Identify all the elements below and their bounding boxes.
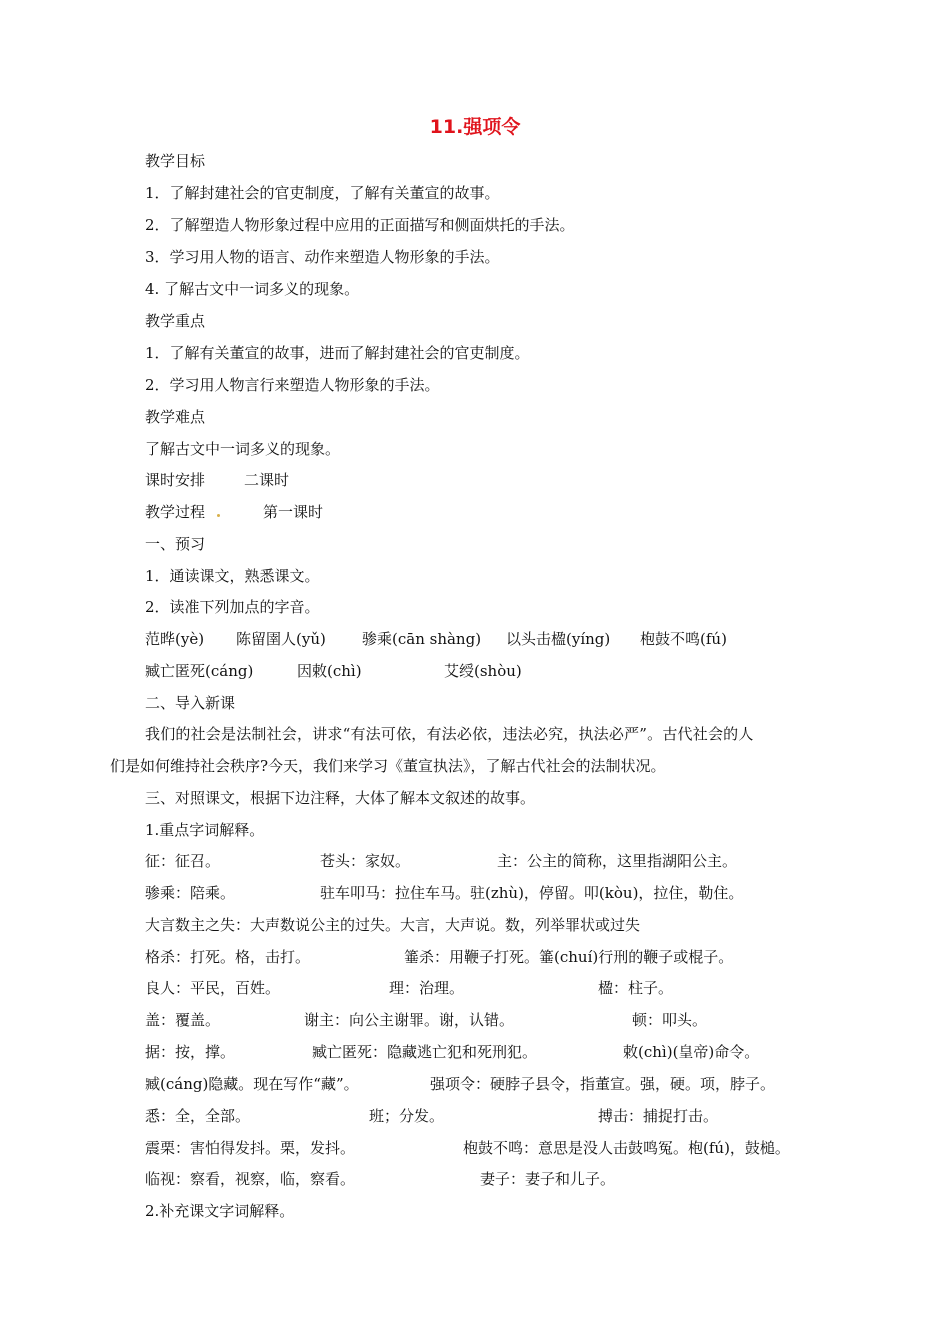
vocab-entry: 枹鼓不鸣：意思是没人击鼓鸣冤。枹(fú)，鼓槌。 xyxy=(463,1139,790,1157)
vocab-heading: 1.重点字词解释。 xyxy=(145,821,265,839)
document-title: 11.强项令 xyxy=(429,116,521,138)
vocab-entry: 搏击：捕捉打击。 xyxy=(598,1107,719,1125)
objectives-heading: 教学目标 xyxy=(145,152,206,170)
vocab-entry: 震栗：害怕得发抖。栗，发抖。 xyxy=(145,1139,356,1157)
pronunciation-item: 范晔(yè) xyxy=(145,630,205,648)
intro-paragraph-line: 我们的社会是法制社会，讲求“有法可依，有法必依，违法必究，执法必严”。古代社会的人 xyxy=(145,725,754,743)
vocab-entry: 强项令：硬脖子县令，指董宣。强，硬。项，脖子。 xyxy=(430,1075,776,1093)
objective-item: 4. 了解古文中一词多义的现象。 xyxy=(145,280,360,298)
pronunciation-item: 因敕(chì) xyxy=(297,662,362,680)
vocab-entry: 良人：平民，百姓。 xyxy=(145,979,281,997)
vocab-entry: 臧亡匿死：隐藏逃亡犯和死刑犯。 xyxy=(312,1043,538,1061)
pronunciation-item: 骖乘(cān shàng) xyxy=(362,630,482,648)
key-point-item: 1．了解有关董宣的故事，进而了解封建社会的官吏制度。 xyxy=(145,344,530,362)
pronunciation-item: 陈留圉人(yǔ) xyxy=(236,630,326,648)
difficulty-text: 了解古文中一词多义的现象。 xyxy=(145,440,341,458)
vocab-entry: 谢主：向公主谢罪。谢，认错。 xyxy=(304,1011,515,1029)
vocab-entry: 顿：叩头。 xyxy=(632,1011,708,1029)
key-points-heading: 教学重点 xyxy=(145,312,206,330)
schedule-label: 课时安排 xyxy=(145,471,206,489)
vocab-entry: 妻子：妻子和儿子。 xyxy=(480,1170,616,1188)
vocab-entry: 班；分发。 xyxy=(369,1107,445,1125)
vocab-entry: 悉：全，全部。 xyxy=(145,1107,251,1125)
vocab-entry: 大言数主之失：大声数说公主的过失。大言，大声说。数，列举罪状或过失 xyxy=(145,916,641,934)
key-point-item: 2．学习用人物言行来塑造人物形象的手法。 xyxy=(145,376,440,394)
process-label: 教学过程 xyxy=(145,503,206,521)
preview-item: 2．读准下列加点的字音。 xyxy=(145,598,320,616)
vocab-entry: 骖乘：陪乘。 xyxy=(145,884,236,902)
objective-item: 2．了解塑造人物形象过程中应用的正面描写和侧面烘托的手法。 xyxy=(145,216,575,234)
vocab-entry: 驻车叩马：拉住车马。驻(zhù)，停留。叩(kòu)，拉住，勒住。 xyxy=(320,884,744,902)
intro-heading: 二、导入新课 xyxy=(145,694,236,712)
section3-heading: 三、对照课文，根据下边注释，大体了解本文叙述的故事。 xyxy=(145,789,536,807)
vocab-entry: 苍头：家奴。 xyxy=(320,852,411,870)
vocab-entry: 楹：柱子。 xyxy=(598,979,674,997)
vocab-entry: 盖：覆盖。 xyxy=(145,1011,221,1029)
difficulty-heading: 教学难点 xyxy=(145,408,206,426)
vocab-entry: 主：公主的简称，这里指湖阳公主。 xyxy=(497,852,738,870)
vocab-entry: 敕(chì)(皇帝)命令。 xyxy=(623,1043,760,1061)
preview-heading: 一、预习 xyxy=(145,535,206,553)
pronunciation-item: 枹鼓不鸣(fú) xyxy=(640,630,727,648)
pronunciation-item: 臧亡匿死(cáng) xyxy=(145,662,254,680)
vocab-entry: 征：征召。 xyxy=(145,852,221,870)
process-value: 第一课时 xyxy=(263,503,324,521)
schedule-value: 二课时 xyxy=(244,471,290,489)
intro-paragraph-line: 们是如何维持社会秩序?今天，我们来学习《董宣执法》，了解古代社会的法制状况。 xyxy=(110,757,666,775)
vocab-entry: 臧(cáng)隐藏。现在写作“藏”。 xyxy=(145,1075,359,1093)
objective-item: 3．学习用人物的语言、动作来塑造人物形象的手法。 xyxy=(145,248,500,266)
vocab-entry: 箠杀：用鞭子打死。箠(chuí)行刑的鞭子或棍子。 xyxy=(404,948,734,966)
objective-item: 1．了解封建社会的官吏制度，了解有关董宣的故事。 xyxy=(145,184,500,202)
pronunciation-item: 以头击楹(yíng) xyxy=(506,630,611,648)
decorative-dot xyxy=(216,502,221,522)
preview-item: 1．通读课文，熟悉课文。 xyxy=(145,567,320,585)
vocab-entry: 格杀：打死。格，击打。 xyxy=(145,948,311,966)
vocab-entry: 理：治理。 xyxy=(389,979,465,997)
vocab-entry: 据：按，撑。 xyxy=(145,1043,236,1061)
vocab-entry: 临视：察看，视察，临，察看。 xyxy=(145,1170,356,1188)
pronunciation-item: 艾绶(shòu) xyxy=(444,662,522,680)
supplement-heading: 2.补充课文字词解释。 xyxy=(145,1202,295,1220)
